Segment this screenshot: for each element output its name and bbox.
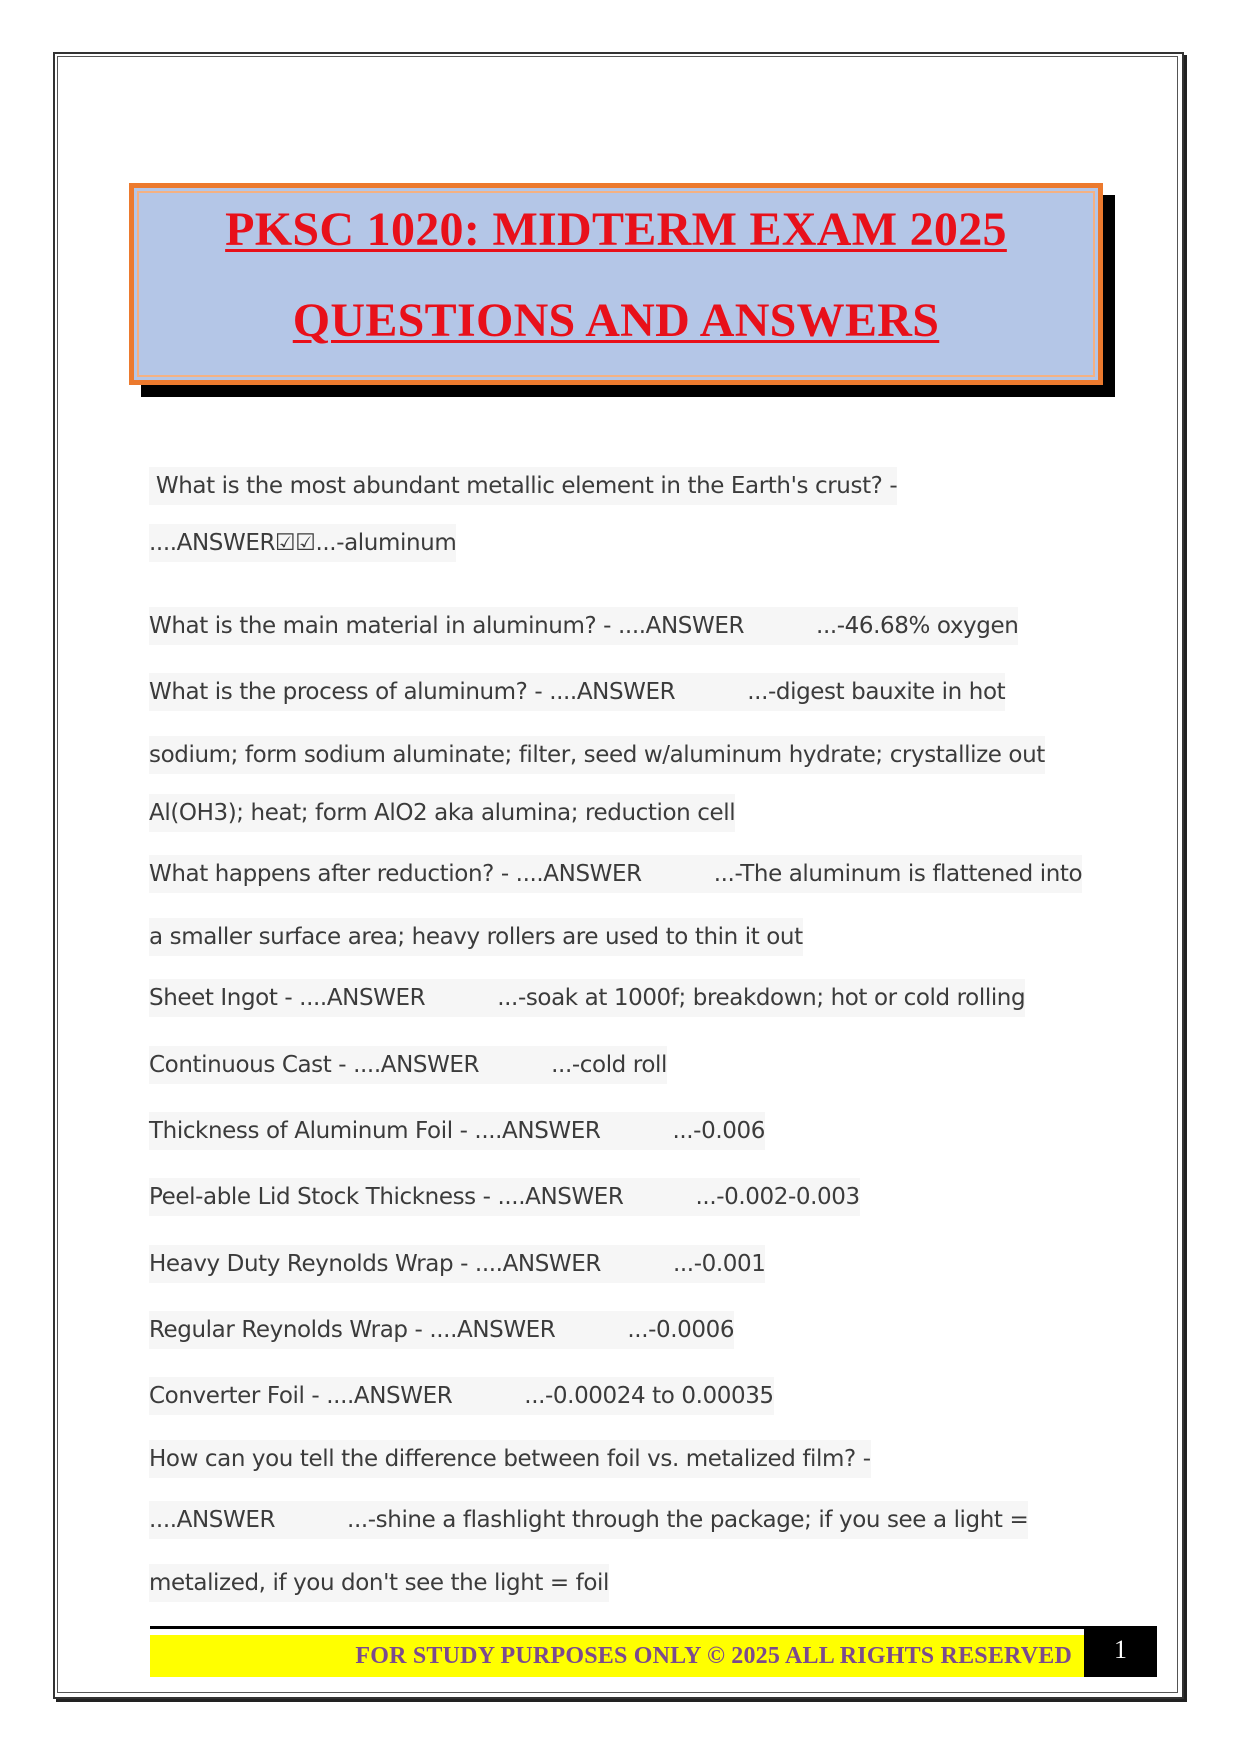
answer-1: ....ANSWER☑☑...-aluminum [149,524,456,562]
answer-12: ...-shine a flashlight through the package; if you see a light = [347,1507,1029,1533]
title-line-2: QUESTIONS AND ANSWERS [292,294,940,347]
answer-9: ...-0.001 [672,1251,766,1277]
question-9: Heavy Duty Reynolds Wrap - ....ANSWER [149,1251,601,1277]
qa-row-3 [149,673,1005,711]
answer-2: ...-46.68% oxygen [816,613,1019,639]
answer-11: ...-0.00024 to 0.00035 [524,1383,774,1409]
qa-row-12 [149,1501,1028,1539]
answer-7: ...-0.006 [672,1118,765,1144]
answer-4-continued-1: a smaller surface area; heavy rollers are used to thin it out [149,918,803,956]
qa-row-4 [149,855,1082,893]
answer-8: ...-0.002-0.003 [695,1184,860,1210]
footer-band [150,1635,1084,1677]
answer-3-continued-1: sodium; form sodium aluminate; filter, seed w/aluminum hydrate; crystallize out [149,736,1045,774]
answer-10: ...-0.0006 [627,1317,735,1343]
question-5: Sheet Ingot - ....ANSWER [149,985,426,1011]
footer-rule [150,1626,1084,1629]
qa-row-10 [149,1311,734,1349]
title-box [129,183,1103,385]
answer-12-continued-1: metalized, if you don't see the light = foil [149,1564,609,1602]
qa-row-2 [149,607,1018,645]
question-1: What is the most abundant metallic element in the Earth's crust? - [149,467,897,505]
answer-3-continued-2: Al(OH3); heat; form AlO2 aka alumina; reduction cell [149,794,735,832]
answer-12-label: ....ANSWER [149,1507,276,1533]
question-10: Regular Reynolds Wrap - ....ANSWER [149,1317,556,1343]
qa-row-11 [149,1377,774,1415]
question-11: Converter Foil - ....ANSWER [149,1383,453,1409]
question-4: What happens after reduction? - ....ANSWER [149,861,642,887]
answer-5: ...-soak at 1000f; breakdown; hot or cold rolling [497,985,1026,1011]
answer-6: ...-cold roll [551,1052,667,1078]
question-8: Peel-able Lid Stock Thickness - ....ANSWER [149,1184,624,1210]
qa-row-5 [149,979,1025,1017]
qa-row-6 [149,1046,667,1084]
footer-text: FOR STUDY PURPOSES ONLY © 2025 ALL RIGHTS RESERVED [355,1643,1072,1669]
qa-row-8 [149,1178,860,1216]
page-number: 1 [1084,1626,1157,1677]
question-3: What is the process of aluminum? - ....ANSWER [149,679,676,705]
question-12: How can you tell the difference between foil vs. metalized film? - [149,1440,871,1478]
question-2: What is the main material in aluminum? - ....ANSWER [149,613,745,639]
qa-row-7 [149,1112,765,1150]
title-line-1: PKSC 1020: MIDTERM EXAM 2025 [225,203,1007,256]
question-6: Continuous Cast - ....ANSWER [149,1052,480,1078]
answer-3: ...-digest bauxite in hot [747,679,1006,705]
qa-row-9 [149,1245,765,1283]
answer-4: ...-The aluminum is flattened into [713,861,1083,887]
question-7: Thickness of Aluminum Foil - ....ANSWER [149,1118,601,1144]
